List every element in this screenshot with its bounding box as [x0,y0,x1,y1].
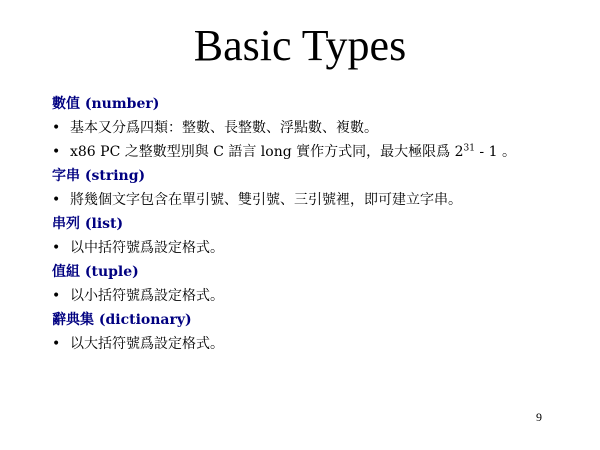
bullet-text: 以小括符號爲設定格式。 [70,288,224,304]
bullet-item-tuple [52,284,592,308]
section-heading-number: 數值 (number) [52,96,160,112]
bullet-item-dictionary [52,332,592,356]
bullet-text-prefix: x86 PC 之整數型別與 C 語言 long 實作方式同，最大極限爲 2 [70,144,464,160]
slide-title: Basic Types [193,21,407,70]
bullet-item-string [52,188,592,212]
bullet-icon: • [52,240,61,256]
bullet-item-integer-limit [52,140,592,164]
section-heading-tuple: 值組 (tuple) [52,264,139,280]
bullet-text: 以大括符號爲設定格式。 [70,336,224,352]
bullet-icon: • [52,336,61,352]
bullet-icon: • [52,144,61,160]
bullet-item-number-types [52,116,592,140]
page-number: 9 [536,410,542,424]
exponent: 31 [463,143,475,154]
bullet-text: 將幾個文字包含在單引號、雙引號、三引號裡，即可建立字串。 [70,192,462,208]
section-heading-list: 串列 (list) [52,216,124,232]
bullet-text: 基本又分爲四類：整數、長整數、浮點數、複數。 [70,120,378,136]
section-heading-dictionary: 辭典集 (dictionary) [52,312,192,328]
section-heading-string: 字串 (string) [52,168,146,184]
bullet-text: 以中括符號爲設定格式。 [70,240,224,256]
bullet-icon: • [52,288,61,304]
slide-content [52,92,592,356]
bullet-text-suffix: - 1 。 [474,144,516,160]
bullet-icon: • [52,192,61,208]
bullet-item-list [52,236,592,260]
bullet-icon: • [52,120,61,136]
